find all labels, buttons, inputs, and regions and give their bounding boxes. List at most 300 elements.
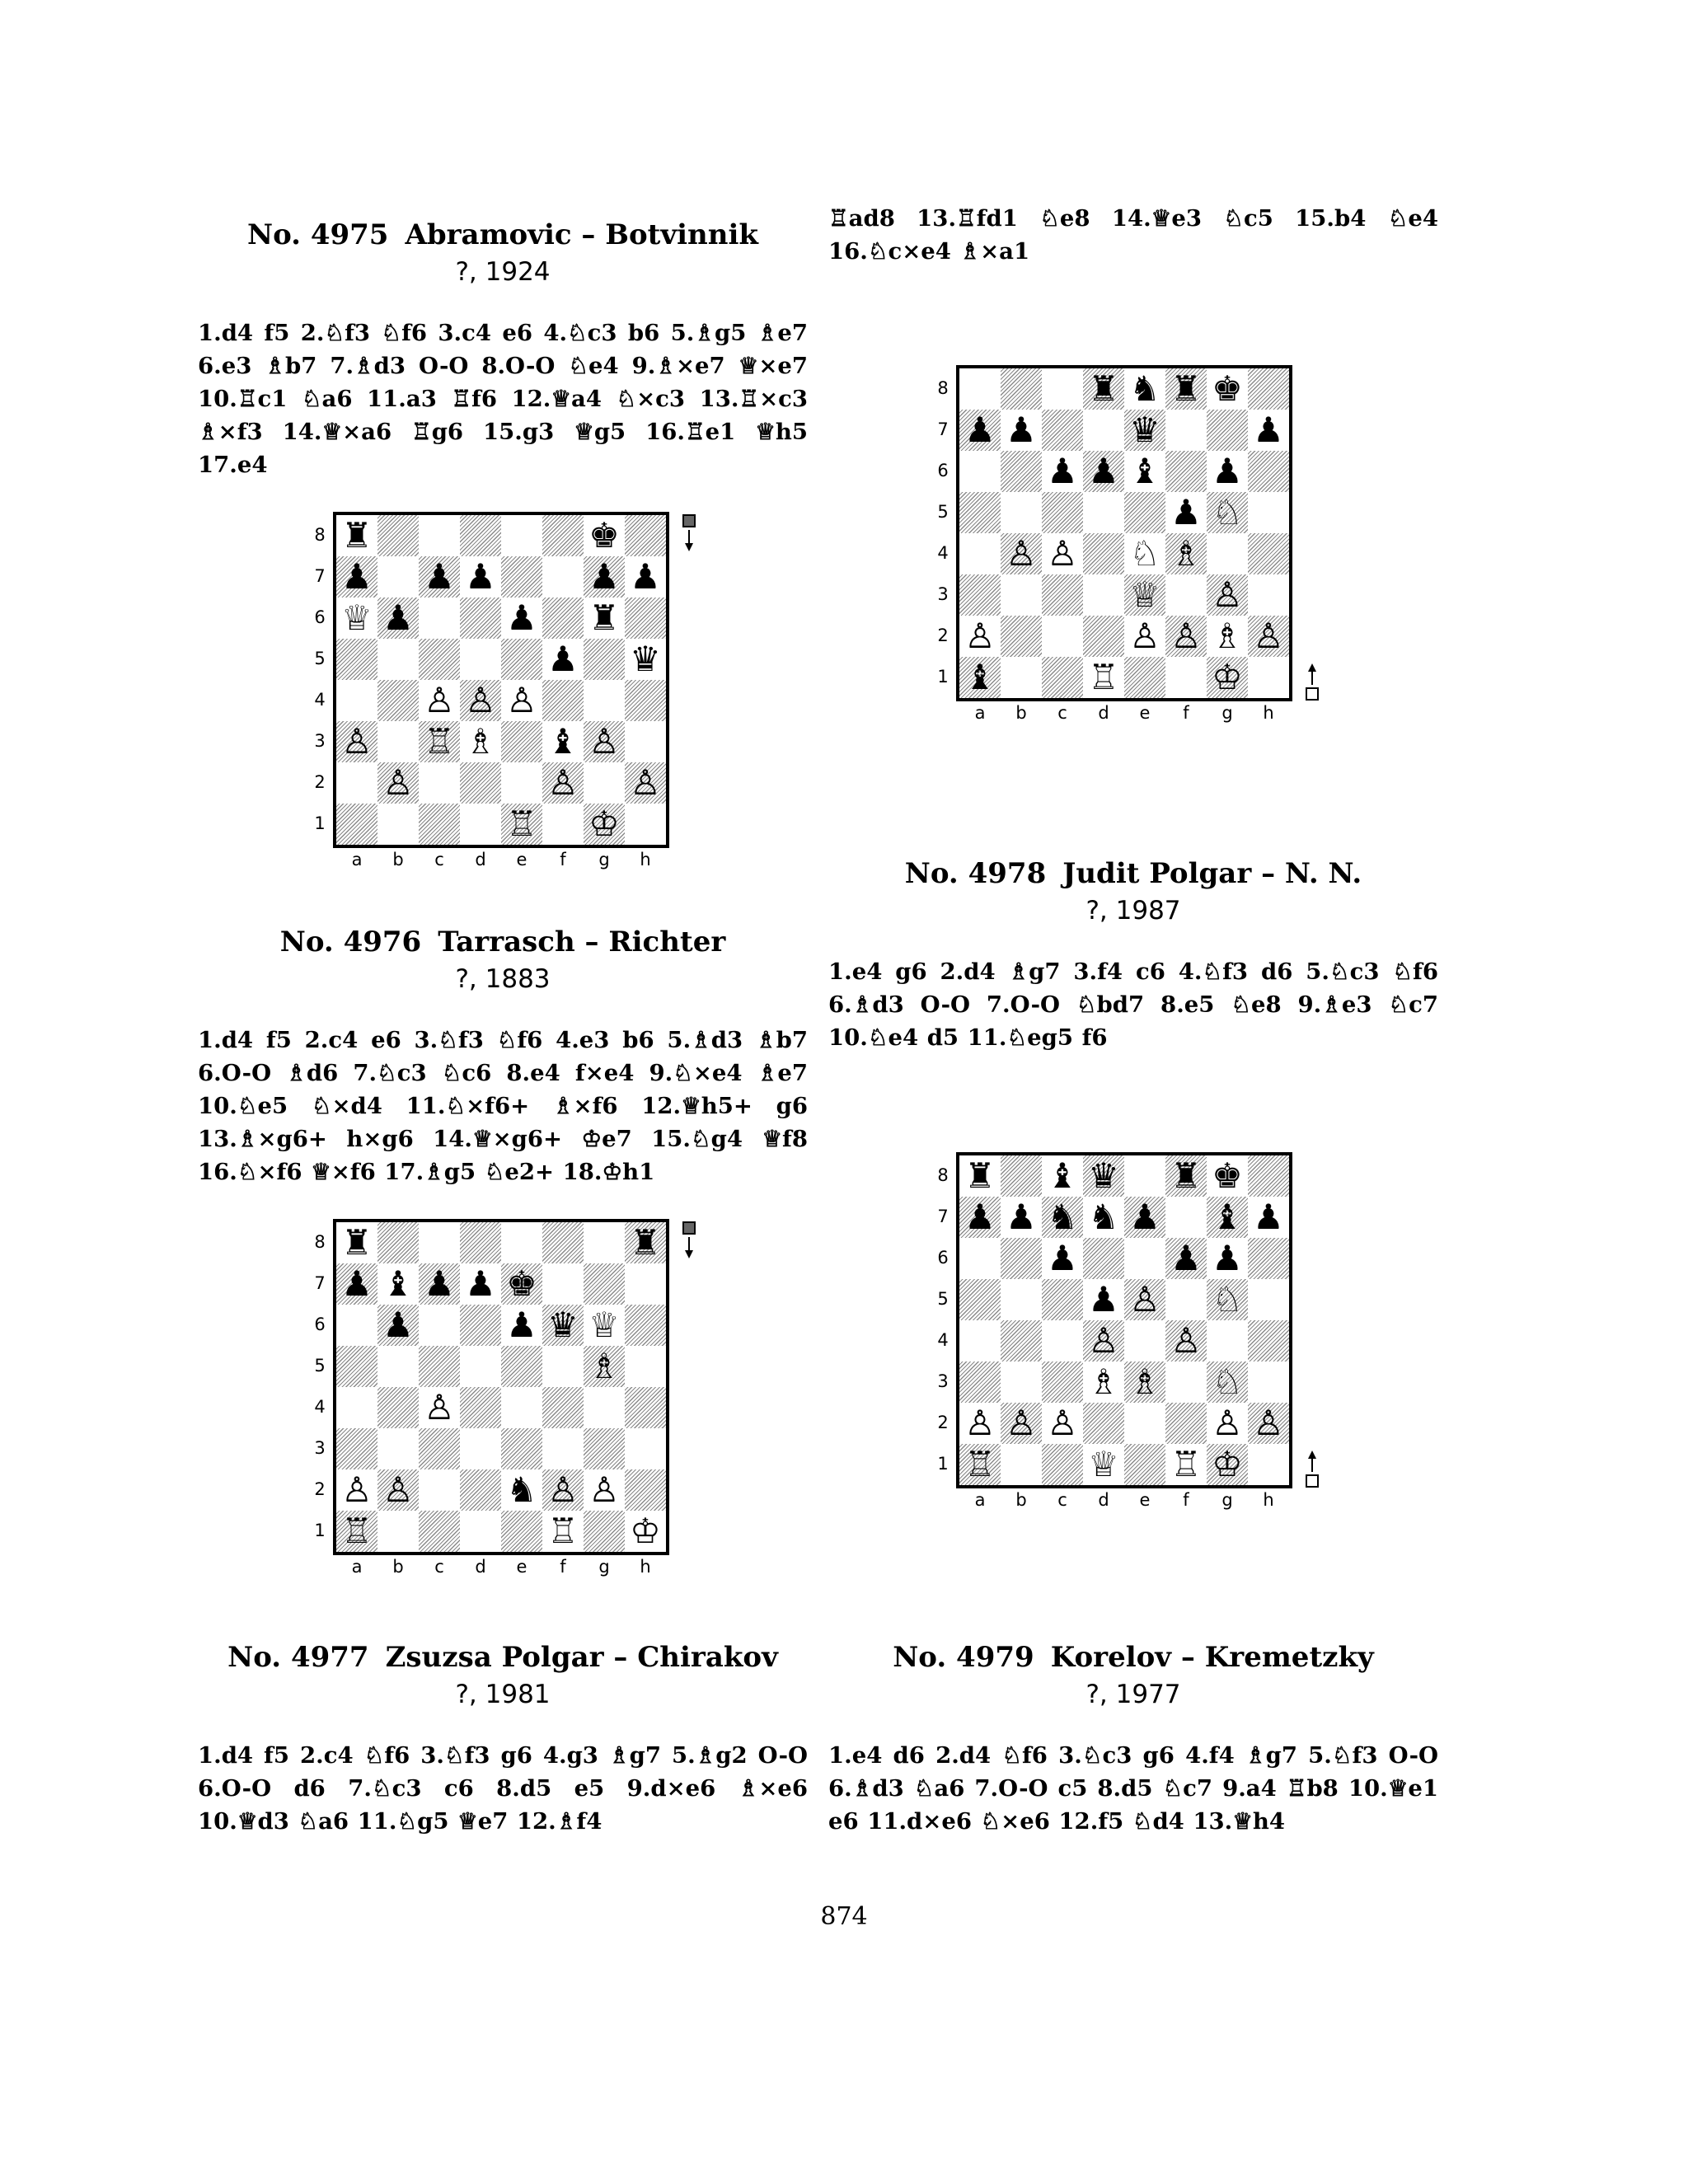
- board-square-b6: [1001, 1238, 1042, 1279]
- board-square-e8: [1124, 368, 1165, 410]
- white-piece-icon: ♙: [506, 680, 537, 720]
- board-square-d1: [1083, 657, 1124, 698]
- board-square-f1: [1165, 1444, 1207, 1485]
- board-square-g1: [1207, 1444, 1248, 1485]
- game-title: [198, 216, 808, 254]
- board-square-d3: [460, 721, 501, 762]
- game-4977-continuation: [828, 202, 1438, 268]
- board-square-g1: [584, 804, 625, 845]
- game-header: [198, 1638, 808, 1713]
- board-square-g3: [584, 721, 625, 762]
- board-square-c7: [1042, 410, 1083, 451]
- white-piece-icon: ♘: [1212, 1361, 1243, 1402]
- white-piece-icon: ♙: [382, 1469, 414, 1510]
- white-piece-icon: ♗: [1170, 533, 1202, 574]
- file-label: b: [1015, 703, 1027, 723]
- game-title: [828, 855, 1438, 893]
- board-square-f2: [1165, 616, 1207, 657]
- board-square-e1: [1124, 657, 1165, 698]
- board-square-b8: [1001, 368, 1042, 410]
- board-square-a6: [959, 451, 1001, 492]
- board-square-h4: [1248, 1320, 1289, 1361]
- white-piece-icon: ♙: [547, 762, 579, 803]
- board-square-f4: [1165, 533, 1207, 574]
- board-square-g7: [584, 1263, 625, 1305]
- board-square-f3: [542, 721, 584, 762]
- board-square-f1: [1165, 657, 1207, 698]
- board-square-h1: [1248, 1444, 1289, 1485]
- file-label: h: [640, 850, 651, 869]
- rank-label: 2: [937, 626, 949, 645]
- board-square-f7: [542, 556, 584, 598]
- board-square-a6: [959, 1238, 1001, 1279]
- board-square-g6: [584, 1305, 625, 1346]
- white-piece-icon: ♙: [465, 680, 496, 720]
- board-square-f6: [542, 598, 584, 639]
- board-square-c7: [419, 556, 460, 598]
- black-piece-icon: ♜: [964, 1155, 996, 1196]
- board-square-f4: [542, 680, 584, 721]
- chess-board: [956, 365, 1292, 701]
- board-square-c3: [419, 1428, 460, 1469]
- board-square-h8: [1248, 1155, 1289, 1197]
- rank-label: 3: [937, 1371, 949, 1391]
- white-piece-icon: ♗: [588, 1346, 620, 1386]
- rank-label: 8: [314, 525, 326, 545]
- board-square-a4: [336, 680, 377, 721]
- game-number: No. 4976: [279, 926, 422, 958]
- black-piece-icon: ♟: [964, 1197, 996, 1237]
- board-square-h5: [1248, 492, 1289, 533]
- board-square-g5: [584, 1346, 625, 1387]
- page-number: 874: [820, 1902, 868, 1931]
- black-piece-icon: ♝: [1047, 1155, 1078, 1196]
- board-square-f6: [542, 1305, 584, 1346]
- board-square-a7: [336, 1263, 377, 1305]
- rank-label: 4: [314, 1397, 326, 1417]
- board-square-a3: [336, 721, 377, 762]
- board-square-a4: [959, 533, 1001, 574]
- rank-label: 2: [937, 1413, 949, 1432]
- board-square-e4: [501, 680, 542, 721]
- board-square-h3: [625, 721, 666, 762]
- board-square-c5: [1042, 492, 1083, 533]
- board-square-a2: [336, 1469, 377, 1511]
- file-label: d: [475, 1557, 486, 1577]
- board-square-h2: [1248, 1403, 1289, 1444]
- board-square-c3: [1042, 1361, 1083, 1403]
- board-square-d7: [460, 556, 501, 598]
- file-label: f: [560, 1557, 566, 1577]
- game-4978-block: [828, 855, 1438, 1054]
- board-square-e1: [501, 804, 542, 845]
- white-piece-icon: ♙: [1088, 1320, 1119, 1361]
- board-square-e3: [1124, 574, 1165, 616]
- file-label: a: [351, 1557, 363, 1577]
- rank-label: 2: [314, 1479, 326, 1499]
- rank-label: 1: [314, 813, 326, 833]
- board-square-g6: [1207, 1238, 1248, 1279]
- board-square-b6: [377, 1305, 419, 1346]
- board-square-b5: [1001, 492, 1042, 533]
- board-square-e5: [1124, 1279, 1165, 1320]
- game-header: [828, 1638, 1438, 1713]
- black-piece-icon: ♞: [1047, 1197, 1078, 1237]
- board-square-c2: [419, 1469, 460, 1511]
- board-square-a3: [959, 574, 1001, 616]
- board-square-b6: [1001, 451, 1042, 492]
- board-square-c8: [419, 515, 460, 556]
- game-4975-block: [198, 216, 808, 481]
- board-square-e4: [1124, 533, 1165, 574]
- game-players: Korelov – Kremetzky: [1050, 1641, 1374, 1674]
- rank-label: 6: [314, 607, 326, 627]
- board-square-f2: [542, 1469, 584, 1511]
- board-square-g4: [584, 1387, 625, 1428]
- game-header: [198, 216, 808, 290]
- board-square-e4: [1124, 1320, 1165, 1361]
- board-square-f5: [1165, 492, 1207, 533]
- board-square-e2: [1124, 616, 1165, 657]
- rank-label: 8: [314, 1232, 326, 1252]
- white-piece-icon: ♔: [630, 1511, 661, 1551]
- file-label: c: [434, 1557, 444, 1577]
- board-square-h6: [625, 1305, 666, 1346]
- board-square-g3: [1207, 574, 1248, 616]
- black-piece-icon: ♟: [506, 1305, 537, 1345]
- board-square-h4: [625, 1387, 666, 1428]
- board-square-h2: [625, 1469, 666, 1511]
- white-piece-icon: ♙: [964, 616, 996, 656]
- white-piece-icon: ♙: [424, 1387, 455, 1427]
- rank-label: 5: [937, 1289, 949, 1309]
- board-square-b1: [1001, 657, 1042, 698]
- board-square-c6: [419, 598, 460, 639]
- black-to-move-icon: [681, 1221, 697, 1270]
- black-to-move-icon: [681, 513, 697, 563]
- board-square-d4: [460, 680, 501, 721]
- file-label: d: [1098, 703, 1109, 723]
- board-square-f3: [1165, 1361, 1207, 1403]
- file-label: c: [1057, 703, 1067, 723]
- black-piece-icon: ♟: [1253, 410, 1284, 450]
- board-square-d3: [460, 1428, 501, 1469]
- game-players: Zsuzsa Polgar – Chirakov: [385, 1641, 778, 1674]
- board-square-a8: [336, 515, 377, 556]
- board-square-d6: [460, 1305, 501, 1346]
- file-label: f: [560, 850, 566, 869]
- board-square-e6: [1124, 451, 1165, 492]
- white-piece-icon: ♕: [341, 598, 373, 638]
- board-square-h1: [625, 804, 666, 845]
- white-piece-icon: ♙: [1047, 533, 1078, 574]
- white-piece-icon: ♙: [630, 762, 661, 803]
- board-square-h3: [1248, 574, 1289, 616]
- board-square-a3: [959, 1361, 1001, 1403]
- board-square-g1: [1207, 657, 1248, 698]
- board-square-c2: [419, 762, 460, 804]
- board-square-h1: [1248, 657, 1289, 698]
- black-piece-icon: ♟: [1047, 451, 1078, 491]
- board-square-b7: [377, 556, 419, 598]
- board-square-g6: [584, 598, 625, 639]
- board-square-d4: [460, 1387, 501, 1428]
- board-square-h5: [625, 1346, 666, 1387]
- white-piece-icon: ♙: [588, 721, 620, 762]
- white-piece-icon: ♘: [1212, 492, 1243, 532]
- board-square-e6: [501, 598, 542, 639]
- file-label: c: [1057, 1490, 1067, 1510]
- board-square-h7: [625, 1263, 666, 1305]
- game-number: No. 4977: [227, 1641, 369, 1674]
- game-4976-block: [198, 923, 808, 1188]
- file-label: b: [1015, 1490, 1027, 1510]
- board-square-d3: [1083, 574, 1124, 616]
- black-piece-icon: ♟: [1170, 1238, 1202, 1278]
- board-square-b2: [377, 762, 419, 804]
- board-square-f8: [542, 515, 584, 556]
- file-label: h: [1263, 703, 1274, 723]
- file-label: h: [1263, 1490, 1274, 1510]
- black-piece-icon: ♛: [1088, 1155, 1119, 1196]
- board-square-h5: [625, 639, 666, 680]
- rank-label: 3: [937, 584, 949, 604]
- white-piece-icon: ♙: [588, 1469, 620, 1510]
- game-players: Tarrasch – Richter: [438, 926, 726, 958]
- board-square-a1: [336, 1511, 377, 1552]
- rank-label: 7: [937, 419, 949, 439]
- rank-label: 7: [937, 1207, 949, 1226]
- board-square-c1: [1042, 657, 1083, 698]
- board-square-c2: [1042, 616, 1083, 657]
- board-square-a2: [959, 616, 1001, 657]
- black-piece-icon: ♚: [588, 515, 620, 555]
- board-square-d8: [1083, 368, 1124, 410]
- board-square-a6: [336, 598, 377, 639]
- white-piece-icon: ♖: [964, 1444, 996, 1484]
- board-square-b8: [1001, 1155, 1042, 1197]
- board-square-a6: [336, 1305, 377, 1346]
- board-square-f4: [542, 1387, 584, 1428]
- board-square-b8: [377, 515, 419, 556]
- file-label: f: [1183, 703, 1189, 723]
- board-square-f7: [542, 1263, 584, 1305]
- board-square-h7: [1248, 1197, 1289, 1238]
- board-square-e8: [501, 515, 542, 556]
- rank-label: 3: [314, 1438, 326, 1458]
- board-square-f8: [542, 1222, 584, 1263]
- board-square-e3: [1124, 1361, 1165, 1403]
- board-square-c8: [1042, 1155, 1083, 1197]
- board-square-c3: [419, 721, 460, 762]
- board-square-a5: [336, 1346, 377, 1387]
- board-square-d2: [460, 1469, 501, 1511]
- black-piece-icon: ♚: [1212, 1155, 1243, 1196]
- black-piece-icon: ♝: [964, 657, 996, 697]
- chess-board: [956, 1152, 1292, 1488]
- game-title: [198, 923, 808, 961]
- white-piece-icon: ♖: [506, 804, 537, 844]
- board-square-a8: [336, 1222, 377, 1263]
- rank-label: 6: [314, 1315, 326, 1334]
- board-square-b2: [1001, 1403, 1042, 1444]
- board-square-h1: [625, 1511, 666, 1552]
- board-square-g7: [1207, 1197, 1248, 1238]
- board-square-h7: [1248, 410, 1289, 451]
- game-subtitle: ?, 1924: [455, 257, 551, 287]
- white-piece-icon: ♘: [1212, 1279, 1243, 1319]
- rank-label: 5: [937, 502, 949, 522]
- game-moves: 1.d4 f5 2.c4 e6 3.♘f3 ♘f6 4.e3 b6 5.♗d3 ♗b7 6.O-O ♗d6 7.♘c3 ♘c6 8.e4 f×e4 9.♘×e4 ♗e7 10.♘e5 ♘×d4 11.♘×f6+ ♗×f6 12.♕h5+ g6 13.♗×g6+ h×g6 14.♕×g6+ ♔e7 15.♘g4 ♕f8 16.♘×f6 ♕×f6 17.♗g5 ♘e2+ 18.♔h1: [198, 1027, 808, 1185]
- board-square-d1: [460, 804, 501, 845]
- board-square-d5: [460, 1346, 501, 1387]
- board-square-c7: [419, 1263, 460, 1305]
- black-piece-icon: ♚: [506, 1263, 537, 1304]
- board-square-g2: [1207, 1403, 1248, 1444]
- black-piece-icon: ♟: [382, 598, 414, 638]
- board-square-g2: [1207, 616, 1248, 657]
- board-square-c4: [419, 1387, 460, 1428]
- board-square-c2: [1042, 1403, 1083, 1444]
- white-piece-icon: ♙: [1253, 616, 1284, 656]
- game-subtitle: ?, 1883: [455, 964, 551, 994]
- game-moves: 1.e4 d6 2.d4 ♘f6 3.♘c3 g6 4.f4 ♗g7 5.♘f3 O-O 6.♗d3 ♘a6 7.O-O c5 8.d5 ♘c7 9.a4 ♖b8 10.♕e1 e6 11.d×e6 ♘×e6 12.f5 ♘d4 13.♕h4: [828, 1742, 1438, 1835]
- board-square-g2: [584, 1469, 625, 1511]
- board-square-c8: [419, 1222, 460, 1263]
- board-square-e2: [501, 1469, 542, 1511]
- board-square-d4: [1083, 1320, 1124, 1361]
- chess-board: [333, 512, 669, 848]
- game-players: Judit Polgar – N. N.: [1062, 857, 1362, 890]
- board-square-g2: [584, 762, 625, 804]
- board-square-g4: [584, 680, 625, 721]
- board-square-h2: [1248, 616, 1289, 657]
- white-piece-icon: ♙: [1047, 1403, 1078, 1443]
- file-label: e: [1139, 1490, 1151, 1510]
- board-square-f2: [1165, 1403, 1207, 1444]
- board-square-a7: [959, 410, 1001, 451]
- white-piece-icon: ♖: [1088, 657, 1119, 697]
- rank-label: 5: [314, 1356, 326, 1376]
- black-piece-icon: ♟: [506, 598, 537, 638]
- chess-board: [333, 1219, 669, 1555]
- board-square-e7: [501, 556, 542, 598]
- file-label: a: [974, 703, 986, 723]
- board-square-b4: [377, 1387, 419, 1428]
- file-label: e: [516, 850, 528, 869]
- white-piece-icon: ♖: [1170, 1444, 1202, 1484]
- white-piece-icon: ♙: [1212, 574, 1243, 615]
- board-square-d2: [1083, 1403, 1124, 1444]
- board-square-b4: [1001, 533, 1042, 574]
- white-piece-icon: ♔: [1212, 1444, 1243, 1484]
- board-square-h6: [1248, 451, 1289, 492]
- board-square-c5: [1042, 1279, 1083, 1320]
- board-square-c1: [1042, 1444, 1083, 1485]
- board-square-c4: [419, 680, 460, 721]
- white-piece-icon: ♙: [1170, 1320, 1202, 1361]
- game-4979-block: [828, 1638, 1438, 1838]
- rank-label: 4: [937, 1330, 949, 1350]
- game-moves: ♖ad8 13.♖fd1 ♘e8 14.♕e3 ♘c5 15.b4 ♘e4 16.♘c×e4 ♗×a1: [828, 205, 1438, 265]
- game-title: [198, 1638, 808, 1676]
- rank-label: 8: [937, 1165, 949, 1185]
- board-square-h3: [1248, 1361, 1289, 1403]
- black-piece-icon: ♛: [547, 1305, 579, 1345]
- board-square-c1: [419, 804, 460, 845]
- board-square-b6: [377, 598, 419, 639]
- board-square-b5: [1001, 1279, 1042, 1320]
- board-square-g3: [1207, 1361, 1248, 1403]
- board-square-d5: [1083, 1279, 1124, 1320]
- black-piece-icon: ♜: [588, 598, 620, 638]
- board-square-g8: [584, 515, 625, 556]
- board-square-e1: [1124, 1444, 1165, 1485]
- file-label: g: [598, 1557, 610, 1577]
- white-piece-icon: ♕: [1088, 1444, 1119, 1484]
- game-number: No. 4979: [893, 1641, 1034, 1674]
- board-square-f3: [1165, 574, 1207, 616]
- board-square-a7: [336, 556, 377, 598]
- black-piece-icon: ♜: [341, 1222, 373, 1263]
- white-piece-icon: ♗: [465, 721, 496, 762]
- black-piece-icon: ♛: [630, 639, 661, 679]
- board-square-a5: [959, 492, 1001, 533]
- black-piece-icon: ♟: [964, 410, 996, 450]
- black-piece-icon: ♟: [1088, 451, 1119, 491]
- board-square-g8: [1207, 368, 1248, 410]
- game-4977-block: [198, 1638, 808, 1838]
- black-piece-icon: ♜: [1170, 368, 1202, 409]
- game-title: [828, 1638, 1438, 1676]
- white-piece-icon: ♙: [1212, 1403, 1243, 1443]
- board-square-a3: [336, 1428, 377, 1469]
- board-square-c5: [419, 1346, 460, 1387]
- rank-label: 6: [937, 461, 949, 480]
- black-piece-icon: ♟: [1129, 1197, 1160, 1237]
- white-piece-icon: ♙: [964, 1403, 996, 1443]
- white-piece-icon: ♔: [588, 804, 620, 844]
- file-label: c: [434, 850, 444, 869]
- board-square-a8: [959, 1155, 1001, 1197]
- rank-label: 6: [937, 1248, 949, 1268]
- board-square-d4: [1083, 533, 1124, 574]
- white-to-move-icon: [1304, 652, 1320, 701]
- file-label: b: [392, 1557, 404, 1577]
- board-square-f3: [542, 1428, 584, 1469]
- game-players: Abramovic – Botvinnik: [405, 218, 758, 251]
- board-square-a1: [959, 657, 1001, 698]
- board-square-b2: [377, 1469, 419, 1511]
- white-piece-icon: ♙: [341, 721, 373, 762]
- black-piece-icon: ♞: [506, 1469, 537, 1510]
- board-square-e5: [501, 1346, 542, 1387]
- board-square-a1: [959, 1444, 1001, 1485]
- board-square-d7: [1083, 410, 1124, 451]
- board-square-d5: [460, 639, 501, 680]
- board-square-h8: [625, 515, 666, 556]
- white-piece-icon: ♗: [1212, 616, 1243, 656]
- game-subtitle: ?, 1977: [1085, 1680, 1181, 1709]
- board-square-a7: [959, 1197, 1001, 1238]
- white-piece-icon: ♙: [1129, 616, 1160, 656]
- board-square-f6: [1165, 451, 1207, 492]
- board-square-f7: [1165, 410, 1207, 451]
- board-square-g5: [584, 639, 625, 680]
- board-square-b8: [377, 1222, 419, 1263]
- board-square-e2: [501, 762, 542, 804]
- black-piece-icon: ♟: [588, 556, 620, 597]
